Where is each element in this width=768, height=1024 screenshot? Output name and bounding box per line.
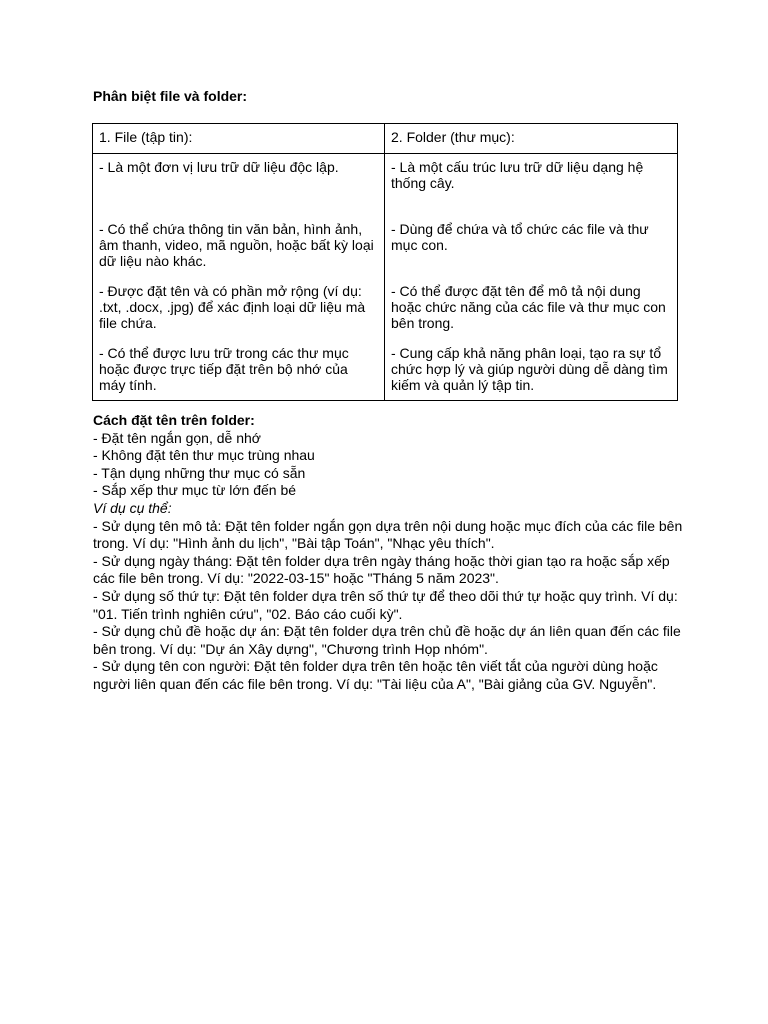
file-column-header: 1. File (tập tin): bbox=[93, 124, 385, 154]
file-description-cell bbox=[93, 154, 385, 401]
naming-example: - Sử dụng tên con người: Đặt tên folder dựa trên tên hoặc tên viết tắt của người dùng hoặc người liên quan đến các file bên trong. Ví dụ: "Tài liệu của A", "Bài giảng của GV. Nguyễn". bbox=[93, 658, 658, 692]
naming-rule: - Đặt tên ngắn gọn, dễ nhớ bbox=[93, 429, 261, 446]
naming-example: - Sử dụng ngày tháng: Đặt tên folder dựa trên ngày tháng hoặc thời gian tạo ra hoặc sắp xếp các file bên trong. Ví dụ: "2022-03-15" hoặc "Tháng 5 năm 2023". bbox=[93, 552, 670, 587]
folder-point: - Là một cấu trúc lưu trữ dữ liệu dạng hệ thống cây. bbox=[391, 159, 644, 191]
naming-rule: - Không đặt tên thư mục trùng nhau bbox=[93, 447, 315, 464]
document-title: Phân biệt file và folder: bbox=[93, 88, 248, 104]
table-header-row bbox=[93, 124, 678, 154]
file-point: - Có thể được lưu trữ trong các thư mục hoặc được trực tiếp đặt trên bộ nhớ của máy tính. bbox=[99, 345, 349, 393]
naming-example: - Sử dụng chủ đề hoặc dự án: Đặt tên folder dựa trên chủ đề hoặc dự án liên quan đến các file bên trong. Ví dụ: "Dự án Xây dựng", "Chương trình Họp nhóm". bbox=[93, 623, 681, 657]
naming-example: - Sử dụng tên mô tả: Đặt tên folder ngắn gọn dựa trên nội dung hoặc mục đích của các file bên trong. Ví dụ: "Hình ảnh du lịch", "Bài tập Toán", "Nhạc yêu thích". bbox=[93, 517, 683, 552]
naming-section bbox=[93, 412, 683, 694]
comparison-table bbox=[92, 123, 678, 401]
naming-title: Cách đặt tên trên folder: bbox=[93, 412, 255, 428]
folder-point: - Có thể được đặt tên để mô tả nội dung hoặc chức năng của các file và thư mục con bên trong. bbox=[391, 283, 666, 331]
file-point: - Là một đơn vị lưu trữ dữ liệu độc lập. bbox=[99, 159, 339, 175]
folder-point: - Dùng để chứa và tổ chức các file và thư mục con. bbox=[391, 221, 649, 253]
file-point: - Được đặt tên và có phần mở rộng (ví dụ: .txt, .docx, .jpg) để xác định loại dữ liệu mà file chứa. bbox=[99, 283, 366, 331]
naming-rule: - Tận dụng những thư mục có sẵn bbox=[93, 464, 306, 481]
table-row bbox=[93, 154, 678, 401]
naming-rule: - Sắp xếp thư mục từ lớn đến bé bbox=[93, 482, 297, 499]
folder-point: - Cung cấp khả năng phân loại, tạo ra sự tổ chức hợp lý và giúp người dùng dễ dàng tìm kiếm và quản lý tập tin. bbox=[391, 345, 668, 393]
folder-column-header: 2. Folder (thư mục): bbox=[385, 124, 678, 154]
naming-example: - Sử dụng số thứ tự: Đặt tên folder dựa trên số thứ tự để theo dõi thứ tự hoặc quy trình. Ví dụ: "01. Tiến trình nghiên cứu", "02. Báo cáo cuối kỳ". bbox=[93, 587, 678, 622]
folder-description-cell bbox=[385, 154, 678, 401]
file-point: - Có thể chứa thông tin văn bản, hình ảnh, âm thanh, video, mã nguồn, hoặc bất kỳ loại dữ liệu nào khác. bbox=[99, 221, 374, 269]
examples-label: Ví dụ cụ thể: bbox=[93, 499, 172, 516]
